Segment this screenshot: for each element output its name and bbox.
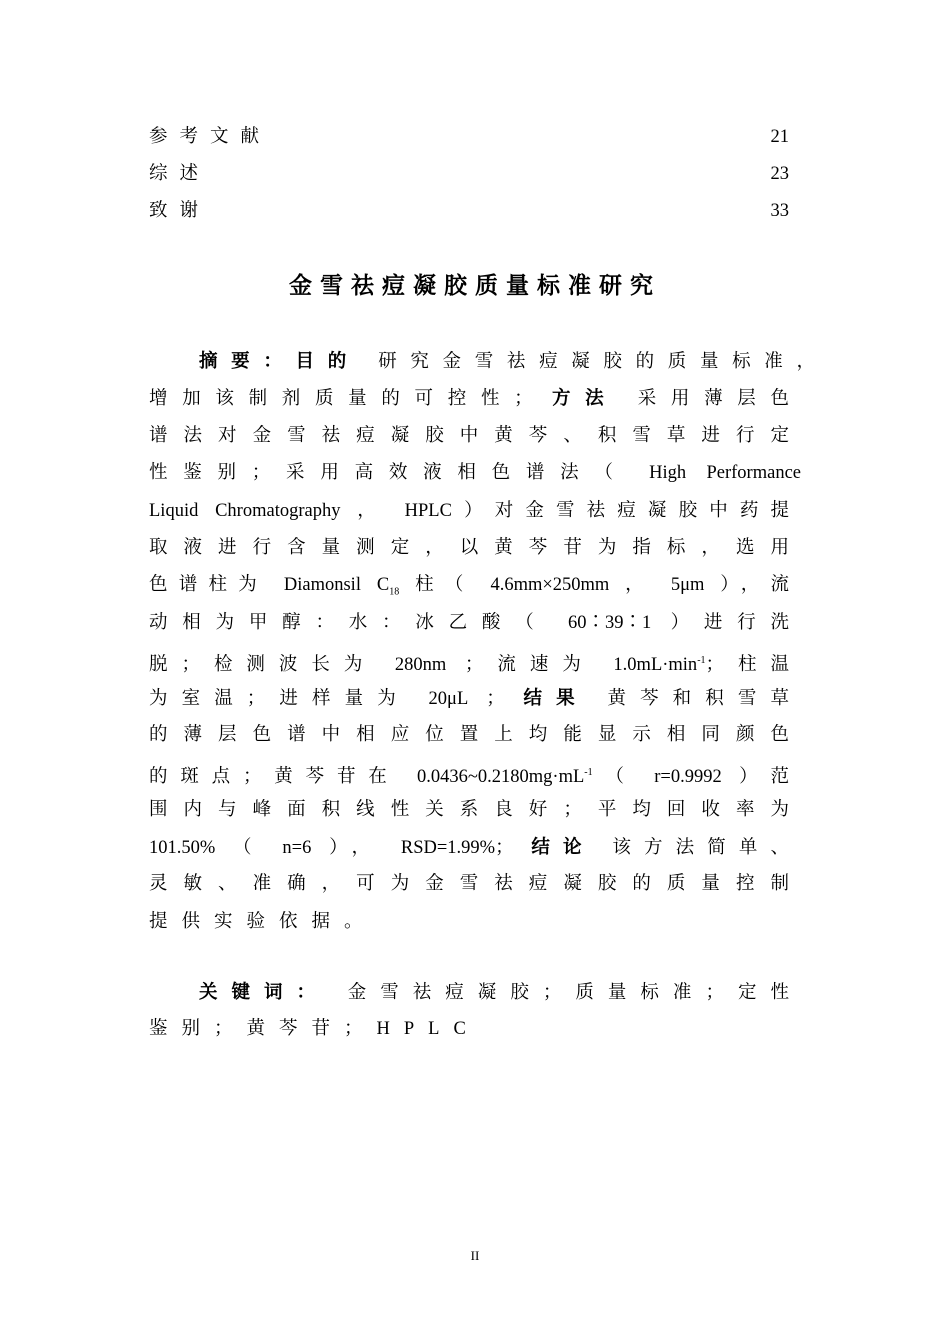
abstract-line [149,380,789,417]
toc-page-number: 33 [770,201,789,221]
abstract-line: 灵敏、准确，可为金雪祛痘凝胶的质量控制 [149,874,789,895]
abstract-line [149,829,789,866]
superscript: -1 [697,655,706,667]
abstract-line: 围内与峰面积线性关系良好；平均回收率为 [149,799,789,820]
keywords-paragraph [149,974,789,1049]
abstract-text: 的斑点；黄芩苷在 0.0436~0.2180mg·mL [149,767,585,788]
abstract-text: 增加该制剂质量的可控性； [149,389,533,410]
page-title: 金雪祛痘凝胶质量标准研究 [289,273,661,299]
keywords-heading: 关键词： [199,982,330,1003]
abstract-text: 101.50% （ n=6 ）， RSD=1.99%； [149,838,514,859]
abstract-line [149,680,789,717]
method-label: 方法 [551,388,619,410]
abstract-text: 为室温；进样量为 20μL ； [149,688,505,709]
abstract-line [149,343,815,380]
toc-label: 参考文献 [149,127,272,147]
toc-row[interactable] [149,122,789,152]
abstract-text: 该方法简单、 [612,838,790,859]
abstract-line: Liquid Chromatography ， HPLC）对金雪祛痘凝胶中药提 [149,500,789,521]
abstract-text: 柱（ 4.6mm×250mm ， 5μm ），流 [399,575,789,596]
abstract-heading: 摘要： [199,351,296,372]
abstract-line: 提供实验依据。 [149,911,377,932]
abstract-text: 色谱柱为 Diamonsil C [149,575,390,596]
objective-label: 目的 [295,351,360,372]
conclusion-label: 结论 [531,837,595,859]
abstract-line [149,642,789,679]
toc-label: 综述 [149,164,211,184]
subscript: 18 [389,587,400,599]
toc-row[interactable] [149,159,789,189]
abstract-line: 的薄层色谱中相应位置上均能显示相同颜色 [149,724,789,745]
page-number: II [470,1248,480,1263]
abstract-text: （ r=0.9992 ）范 [592,767,789,788]
keywords-line: 鉴别；黄芩苷；HPLC [149,1019,480,1040]
abstract-line: 谱法对金雪祛痘凝胶中黄芩、积雪草进行定 [149,425,789,446]
abstract-line [149,754,789,791]
abstract-line: 性鉴别；采用高效液相色谱法（ High Performance [149,463,801,484]
abstract-text: 研究金雪祛痘凝胶的质量标准， [378,352,815,372]
abstract-line: 取液进行含量测定，以黄芩苷为指标，选用 [149,537,789,558]
abstract-text: 黄芩和积雪草 [607,688,789,709]
abstract-text: 采用薄层色 [637,389,789,410]
abstract-line [149,567,789,604]
keywords-line [149,974,789,1011]
toc-page-number: 21 [770,127,789,147]
abstract-paragraph [149,343,815,941]
toc-row[interactable] [149,196,789,226]
abstract-text: ；柱温 [705,655,789,676]
abstract-text: 脱；检测波长为 280nm ；流速为 1.0mL·min [149,655,698,676]
abstract-line: 动相为甲醇：水：冰乙酸（ 60∶39∶1 ）进行洗 [149,612,789,633]
toc-page-number: 23 [770,164,789,184]
toc-label: 致谢 [149,201,211,221]
result-label: 结果 [523,687,589,709]
keywords-text: 金雪祛痘凝胶；质量标准；定性 [347,983,789,1003]
superscript: -1 [584,767,593,779]
